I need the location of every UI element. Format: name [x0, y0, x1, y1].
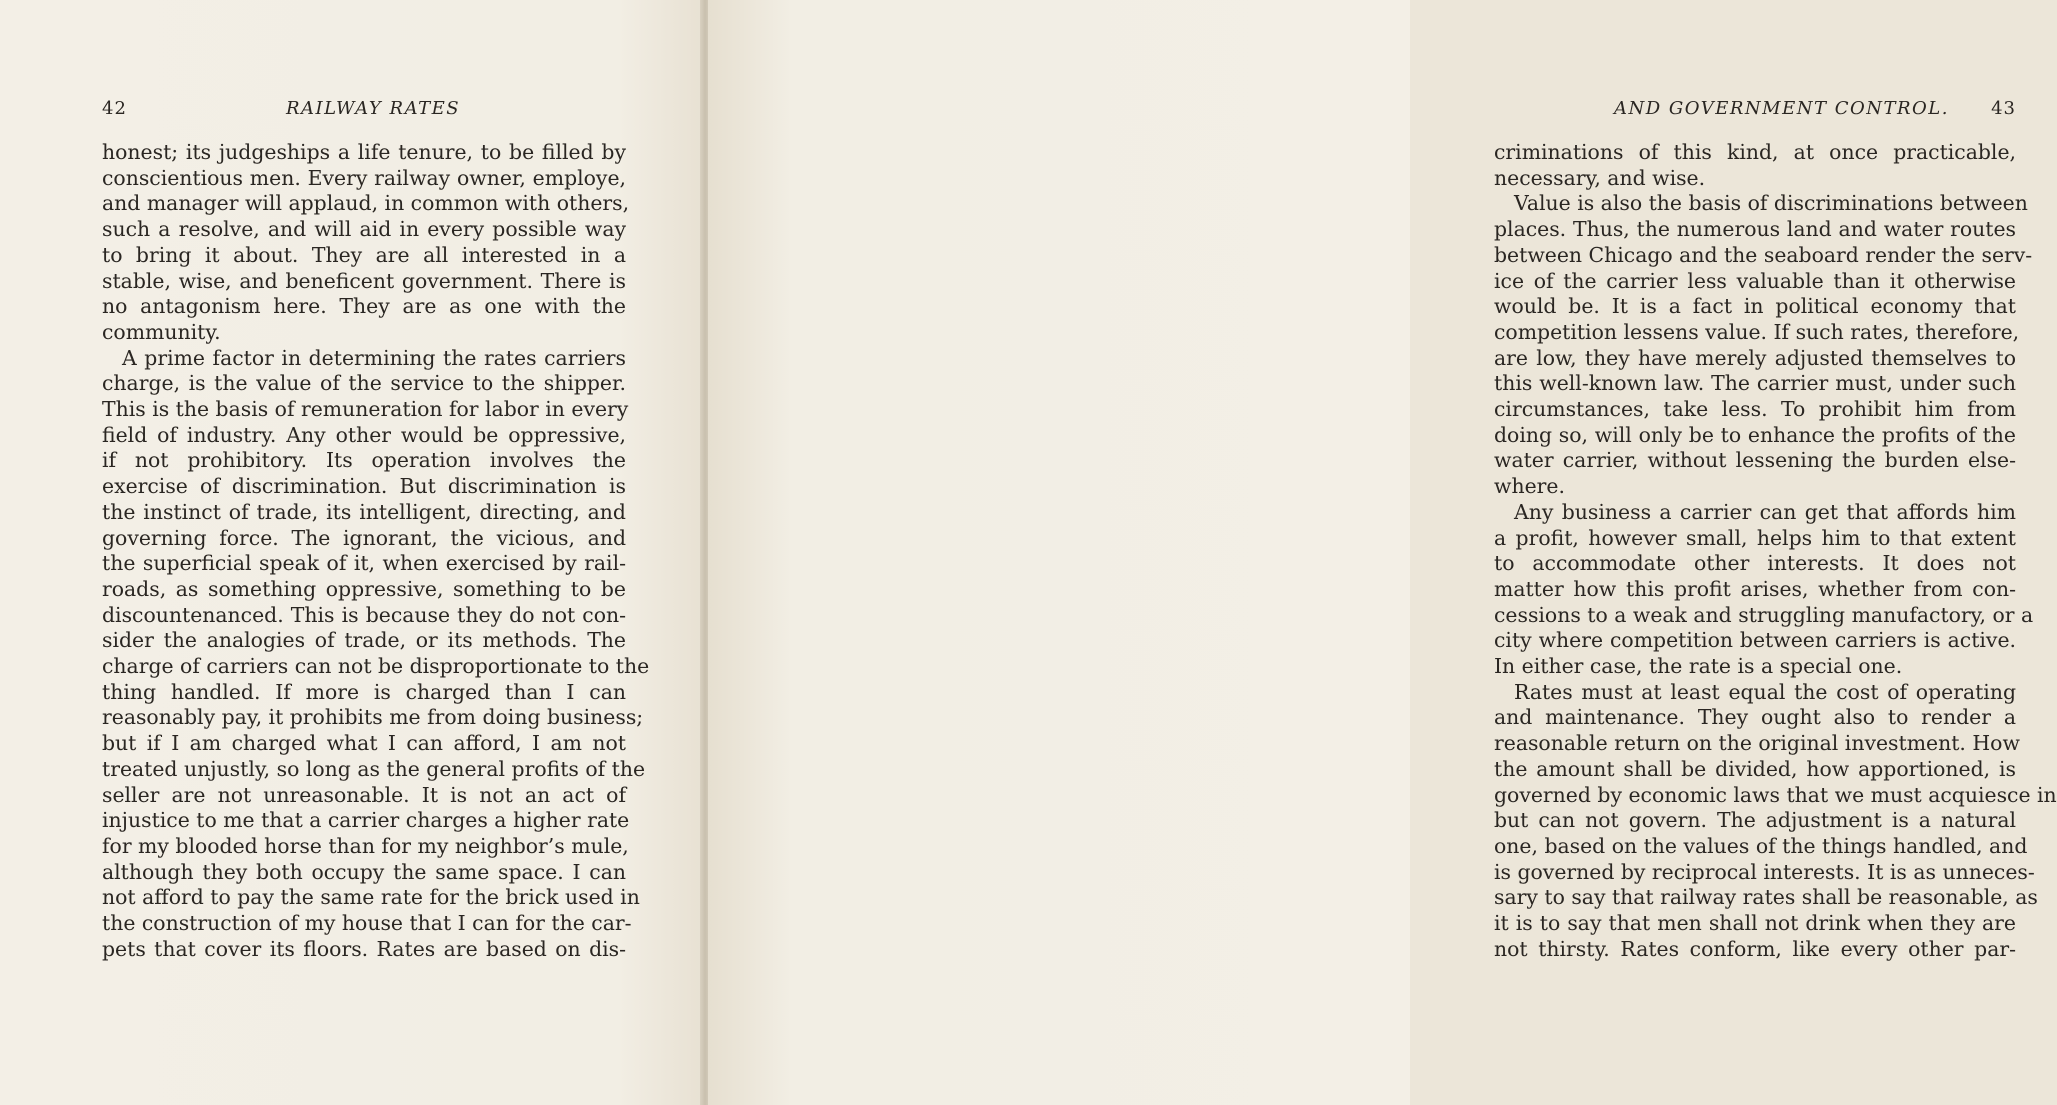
page-number: 43: [1991, 98, 2016, 119]
text-line: governed by economic laws that we must acquiesce in: [1494, 782, 2057, 807]
text-line: the construction of my house that I can for the car-: [102, 911, 632, 936]
text-line: ice of the carrier less valuable than it otherwise: [1494, 268, 2016, 293]
left-page-body: [102, 140, 650, 963]
text-line: exercise of discrimination. But discrimination is: [102, 474, 626, 499]
text-line: this well-known law. The carrier must, under such: [1494, 371, 2016, 396]
text-line: Any business a carrier can get that affords him: [1514, 499, 2016, 524]
text-line: Rates must at least equal the cost of operating: [1514, 679, 2016, 704]
text-line: criminations of this kind, at once practicable,: [1494, 140, 2016, 164]
text-line: sider the analogies of trade, or its methods. The: [102, 628, 626, 653]
right-page: [708, 0, 2057, 1105]
text-line: where.: [1494, 474, 1565, 499]
text-line: pets that cover its floors. Rates are based on dis-: [102, 936, 626, 961]
text-line: matter how this profit arises, whether from con-: [1494, 576, 2016, 601]
text-line: to accommodate other interests. It does not: [1494, 551, 2016, 576]
text-line: stable, wise, and beneficent government. There is: [102, 268, 626, 293]
text-line: doing so, will only be to enhance the profits of the: [1494, 422, 2016, 447]
text-line: it is to say that men shall not drink when they are: [1494, 911, 2016, 936]
text-line: treated unjustly, so long as the general profits of the: [102, 756, 646, 781]
text-line: roads, as something oppressive, something to be: [102, 576, 626, 601]
text-line: to bring it about. They are all interested in a: [102, 242, 626, 267]
running-title: RAILWAY RATES: [286, 98, 461, 119]
text-line: if not prohibitory. Its operation involves the: [102, 448, 626, 473]
text-line: no antagonism here. They are as one with the: [102, 294, 626, 319]
text-line: charge of carriers can not be disproportionate to the: [102, 654, 650, 679]
text-line: places. Thus, the numerous land and water routes: [1494, 217, 2016, 242]
text-line: In either case, the rate is a special one.: [1494, 654, 1903, 679]
text-line: not afford to pay the same rate for the brick used in: [102, 885, 640, 910]
page-number: 42: [102, 98, 127, 119]
left-page: [0, 0, 702, 1105]
text-line: and maintenance. They ought also to render a: [1494, 705, 2016, 730]
text-line: and manager will applaud, in common with others,: [102, 191, 630, 216]
running-title: AND GOVERNMENT CONTROL.: [1614, 98, 1949, 119]
text-line: A prime factor in determining the rates carriers: [122, 345, 626, 370]
text-line: community.: [102, 319, 221, 344]
right-page-header: [1494, 98, 2016, 122]
left-page-header: [102, 98, 626, 122]
text-line: circumstances, take less. To prohibit him from: [1494, 397, 2016, 422]
text-line: honest; its judgeships a life tenure, to be filled by: [102, 140, 626, 164]
text-line: field of industry. Any other would be oppressive,: [102, 422, 626, 447]
text-line: thing handled. If more is charged than I can: [102, 679, 626, 704]
text-line: such a resolve, and will aid in every possible way: [102, 217, 626, 242]
text-line: reasonable return on the original investment. How: [1494, 731, 2020, 756]
text-line: sary to say that railway rates shall be reasonable, as: [1494, 885, 2038, 910]
text-line: not thirsty. Rates conform, like every other par-: [1494, 936, 2016, 961]
text-line: a profit, however small, helps him to that extent: [1494, 525, 2016, 550]
text-line: necessary, and wise.: [1494, 165, 1706, 190]
text-line: reasonably pay, it prohibits me from doing business;: [102, 705, 644, 730]
text-line: but can not govern. The adjustment is a natural: [1494, 808, 2016, 833]
text-line: injustice to me that a carrier charges a higher rate: [102, 808, 630, 833]
text-line: are low, they have merely adjusted themselves to: [1494, 345, 2016, 370]
text-line: the amount shall be divided, how apportioned, is: [1494, 756, 2016, 781]
text-line: one, based on the values of the things handled, and: [1494, 833, 2028, 858]
text-line: This is the basis of remuneration for labor in every: [102, 397, 629, 422]
text-line: seller are not unreasonable. It is not an act of: [102, 782, 626, 807]
text-line: city where competition between carriers is active.: [1494, 628, 2016, 653]
text-line: water carrier, without lessening the burden else-: [1494, 448, 2016, 473]
text-line: would be. It is a fact in political economy that: [1494, 294, 2016, 319]
text-line: cessions to a weak and struggling manufactory, or a: [1494, 602, 2034, 627]
text-line: Value is also the basis of discriminations between: [1514, 191, 2028, 216]
right-page-body: [1494, 140, 2057, 963]
text-line: the instinct of trade, its intelligent, directing, and: [102, 499, 626, 524]
text-line: is governed by reciprocal interests. It is as unneces-: [1494, 859, 2035, 884]
text-line: although they both occupy the same space. I can: [102, 859, 626, 884]
text-line: the superficial speak of it, when exercised by rail-: [102, 551, 626, 576]
text-line: between Chicago and the seaboard render the serv-: [1494, 242, 2033, 267]
text-line: conscientious men. Every railway owner, employe,: [102, 165, 626, 190]
text-line: for my blooded horse than for my neighbor’s mule,: [102, 833, 629, 858]
text-line: competition lessens value. If such rates, therefore,: [1494, 319, 2020, 344]
text-line: but if I am charged what I can afford, I am not: [102, 731, 626, 756]
text-line: discountenanced. This is because they do not con-: [102, 602, 626, 627]
text-line: charge, is the value of the service to the shipper.: [102, 371, 626, 396]
text-line: governing force. The ignorant, the vicious, and: [102, 525, 626, 550]
